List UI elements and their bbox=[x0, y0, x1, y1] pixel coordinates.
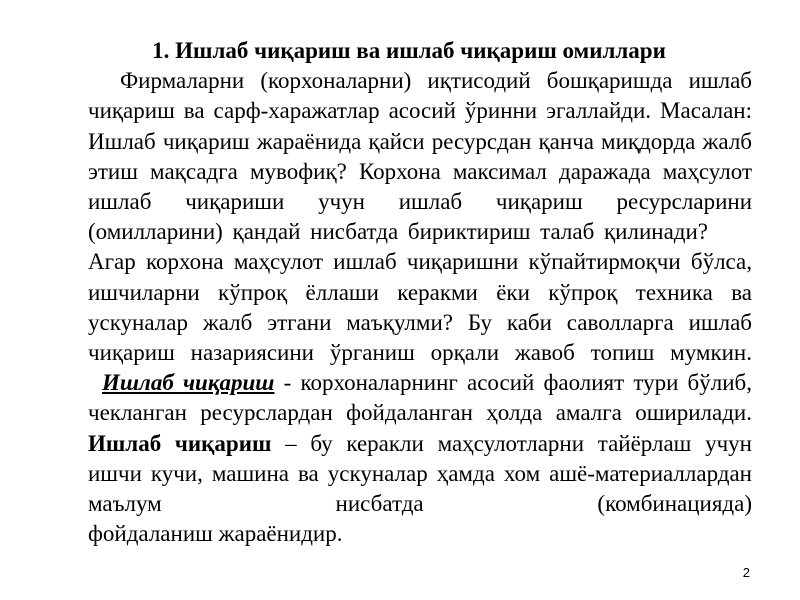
paragraph-definition bbox=[88, 368, 752, 519]
slide-title: 1. Ишлаб чиқариш ва ишлаб чиқариш омиллари bbox=[152, 38, 666, 63]
definition-term-underlined: Ишлаб чиқариш bbox=[102, 370, 275, 396]
paragraph-intro bbox=[88, 66, 752, 368]
paragraph-intro-text-b: Агар корхона маҳсулот ишлаб чиқаришни кўпайтирмоқчи бўлса, ишчиларни кўпроқ ёллаши керакми ёки кўпроқ техника ва ускуналар жалб этгани маъқулми? Бу каби саволларга ишлаб чиқариш назариясини ўрганиш орқали жавоб топиш мумкин. bbox=[88, 249, 752, 366]
definition-text-1: - корхоналарнинг асосий фаолият тури бўлиб, чекланган ресурслардан фойдаланган ҳолда амалга оширилади. bbox=[88, 370, 752, 426]
definition-text-2: – бу керакли маҳсулотларни тайёрлаш учун ишчи кучи, машина ва ускуналар ҳамда хом ашё-материаллардан маълум нисбатда (комбинацияда) bbox=[88, 430, 752, 517]
definition-last-line: фойдаланиш жараёнидир. bbox=[88, 521, 343, 547]
paragraph-intro-text-a: Фирмаларни (корхоналарни) иқтисодий бошқаришда ишлаб чиқариш ва сарф-харажатлар асосий ўринни эгаллайди. Масалан: Ишлаб чиқариш жараёнида қайси ресурсдан қанча миқдорда жалб этиш мақсадга мувофиқ? Корхона максимал даражада маҳсулот ишлаб чиқариши учун ишлаб чиқариш ресурсларини (омилларини) қандай нисбатда бириктириш талаб қилинади? bbox=[88, 68, 752, 245]
definition-term-bold: Ишлаб чиқариш bbox=[88, 430, 272, 456]
slide-content bbox=[88, 36, 752, 549]
page-number: 2 bbox=[742, 565, 750, 580]
